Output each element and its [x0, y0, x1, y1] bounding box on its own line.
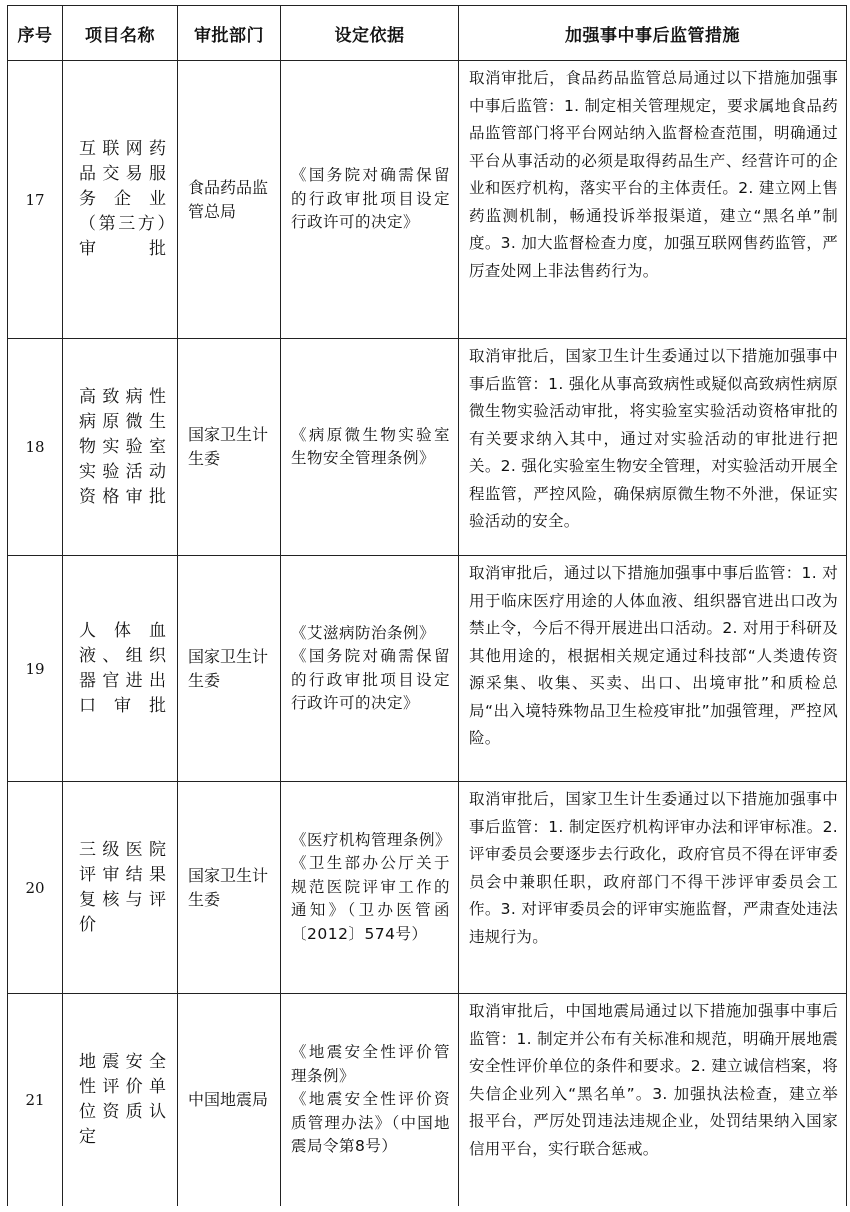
row-item-name: 地震安全性评价单位资质认定 — [63, 994, 178, 1206]
row-seq: 18 — [8, 339, 63, 556]
row-item-name: 互联网药品交易服务企业（第三方）审批 — [63, 61, 178, 339]
basis-document: 《医疗机构管理条例》 — [291, 830, 452, 849]
basis-document: 《地震安全性评价管理条例》 — [291, 1043, 450, 1085]
row-supervision-measures: 取消审批后，国家卫生计生委通过以下措施加强事中事后监管：1. 强化从事高致病性或疑似高致病性病原微生物实验活动审批，将实验室实验活动资格审批的有关要求纳入其中，通过对实验活动的审批进行把关。2. 强化实验室生物安全管理，对实验活动开展全程监管，严控风险，确保病原微生物不外泄，保证实验活动的安全。 — [459, 339, 847, 556]
header-approval-dept: 审批部门 — [178, 6, 281, 61]
basis-document: 《病原微生物实验室生物安全管理条例》 — [291, 425, 450, 467]
basis-document: 《国务院对确需保留的行政审批项目设定行政许可的决定》 — [291, 166, 450, 232]
header-row — [8, 6, 847, 61]
header-supervision-measures: 加强事中事后监管措施 — [459, 6, 847, 61]
row-item-name: 三级医院评审结果复核与评价 — [63, 782, 178, 994]
row-seq: 17 — [8, 61, 63, 339]
row-seq: 20 — [8, 782, 63, 994]
row-supervision-measures: 取消审批后，食品药品监管总局通过以下措施加强事中事后监管：1. 制定相关管理规定，要求属地食品药品监管部门将平台网站纳入监督检查范围，明确通过平台从事活动的必须是取得药品生产、经营许可的企业和医疗机构，落实平台的主体责任。2. 建立网上售药监测机制，畅通投诉举报渠道，建立“黑名单”制度。3. 加大监督检查力度，加强互联网售药监管，严厉查处网上非法售药行为。 — [459, 61, 847, 339]
row-legal-basis — [281, 782, 459, 994]
row-seq: 19 — [8, 556, 63, 782]
row-supervision-measures: 取消审批后，通过以下措施加强事中事后监管：1. 对用于临床医疗用途的人体血液、组织器官进出口改为禁止令，今后不得开展进出口活动。2. 对用于科研及其他用途的，根据相关规定通过科技部“人类遗传资源采集、收集、买卖、出口、出境审批”和质检总局“出入境特殊物品卫生检疫审批”加强管理，严控风险。 — [459, 556, 847, 782]
header-item-name: 项目名称 — [63, 6, 178, 61]
row-seq: 21 — [8, 994, 63, 1206]
row-item-name: 人体血液、组织器官进出口审批 — [63, 556, 178, 782]
basis-document: 《艾滋病防治条例》 — [291, 623, 436, 642]
approval-items-table — [7, 5, 847, 1206]
table-row — [8, 339, 847, 556]
row-legal-basis — [281, 556, 459, 782]
table-row — [8, 994, 847, 1206]
row-approval-dept: 食品药品监管总局 — [178, 61, 281, 339]
row-item-name: 高致病性病原微生物实验室实验活动资格审批 — [63, 339, 178, 556]
row-supervision-measures: 取消审批后，国家卫生计生委通过以下措施加强事中事后监管：1. 制定医疗机构评审办法和评审标准。2. 评审委员会要逐步去行政化，政府官员不得在评审委员会中兼职任职，政府部门不得干涉评审委员会工作。3. 对评审委员会的评审实施监督，严肃查处违法违规行为。 — [459, 782, 847, 994]
basis-document: 《地震安全性评价资质管理办法》（中国地震局令第8号） — [291, 1090, 450, 1155]
row-legal-basis — [281, 339, 459, 556]
table-row — [8, 556, 847, 782]
basis-document: 《国务院对确需保留的行政审批项目设定行政许可的决定》 — [291, 647, 450, 712]
table-row — [8, 782, 847, 994]
row-approval-dept: 国家卫生计生委 — [178, 556, 281, 782]
row-approval-dept: 国家卫生计生委 — [178, 339, 281, 556]
row-approval-dept: 国家卫生计生委 — [178, 782, 281, 994]
table-row — [8, 61, 847, 339]
row-legal-basis — [281, 61, 459, 339]
row-legal-basis — [281, 994, 459, 1206]
header-seq: 序号 — [8, 6, 63, 61]
row-approval-dept: 中国地震局 — [178, 994, 281, 1206]
basis-document: 《卫生部办公厅关于规范医院评审工作的通知》（卫办医管函〔2012〕574号） — [291, 854, 450, 943]
row-supervision-measures: 取消审批后，中国地震局通过以下措施加强事中事后监管：1. 制定并公布有关标准和规范，明确开展地震安全性评价单位的条件和要求。2. 建立诚信档案，将失信企业列入“黑名单”。3. 加强执法检查，建立举报平台，严厉处罚违法违规企业，处罚结果纳入国家信用平台，实行联合惩戒。 — [459, 994, 847, 1206]
header-legal-basis: 设定依据 — [281, 6, 459, 61]
